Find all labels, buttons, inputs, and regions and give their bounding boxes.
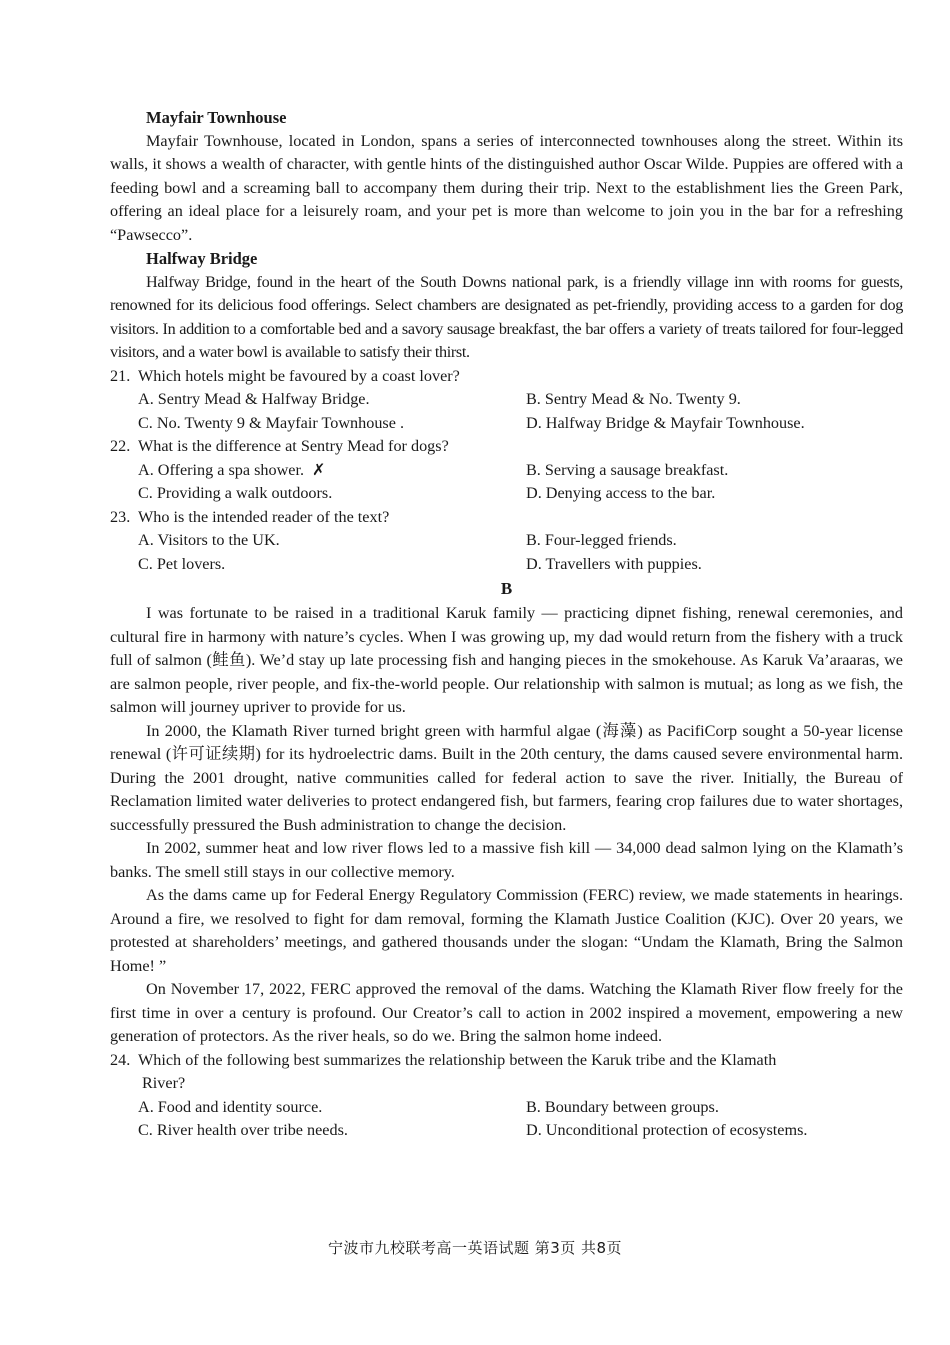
- option-a: A. Sentry Mead & Halfway Bridge.: [138, 390, 370, 408]
- option-a: A. Food and identity source.: [138, 1097, 323, 1116]
- question-24: [110, 1049, 903, 1073]
- pen-mark-icon: ✗: [312, 460, 326, 479]
- option-d: D. Unconditional protection of ecosystems.: [526, 1121, 808, 1139]
- question-24-options: [110, 1096, 903, 1143]
- question-21-options: [110, 388, 903, 435]
- question-21: [110, 365, 903, 389]
- mayfair-heading: Mayfair Townhouse: [146, 108, 287, 127]
- question-22-options: [110, 459, 903, 506]
- passage-b-paragraph-4: As the dams came up for Federal Energy Regulatory Commission (FERC) review, we made statements in hearings. Around a fire, we resolved to fight for dam removal, forming the Klamath Justice Coalition (KJC). Over 20 years, we protested at shareholders’ meetings, and gathered thousands under the slogan: “Undam the Klamath, Bring the Salmon Home! ”: [110, 886, 903, 975]
- question-number: 24.: [110, 1050, 131, 1069]
- question-stem: Which of the following best summarizes the relationship between the Karuk tribe and the Klamath: [138, 1050, 777, 1069]
- question-23-options: [110, 529, 903, 576]
- exam-page: [110, 106, 903, 1143]
- page-footer: 宁波市九校联考高一英语试题 第3页 共8页: [327, 1239, 623, 1257]
- passage-b-paragraph-1: I was fortunate to be raised in a traditional Karuk family — practicing dipnet fishing, renewal ceremonies, and cultural fire in harmony with nature’s cycles. When I was growing up, my dad would return from the fishery with a truck full of salmon (鲑鱼). We’d stay up late processing fish and hanging pieces in the smokehouse. As Karuk Va’araaras, we are salmon people, river people, and fix-the-world people. Our relationship with salmon is mutual; as long as we fish, the salmon will journey upriver to provide for us.: [110, 604, 903, 716]
- option-c: C. Providing a walk outdoors.: [138, 484, 333, 502]
- option-d: D. Travellers with puppies.: [526, 554, 702, 573]
- option-d: D. Halfway Bridge & Mayfair Townhouse.: [526, 413, 805, 432]
- question-22: [110, 435, 903, 459]
- option-d: D. Denying access to the bar.: [526, 484, 716, 502]
- question-stem: What is the difference at Sentry Mead for dogs?: [138, 437, 449, 455]
- question-number: 21.: [110, 366, 131, 385]
- option-b: B. Four-legged friends.: [526, 531, 677, 549]
- option-a-text: A. Offering a spa shower.: [138, 460, 305, 479]
- halfway-text: Halfway Bridge, found in the heart of the South Downs national park, is a friendly village inn with rooms for guests, renowned for its delicious food offerings. Select chambers are designated as pet-friendly, providing access to a garden for dog visitors. In addition to a comfortable bed and a savory sausage breakfast, the bar offers a variety of treats tailored for four-legged visitors, and a water bowl is available to satisfy their thirst.: [110, 272, 903, 361]
- question-number: 23.: [110, 507, 131, 526]
- question-stem: Which hotels might be favoured by a coast lover?: [138, 366, 460, 385]
- option-b: B. Boundary between groups.: [526, 1097, 719, 1116]
- passage-b-paragraph-5: On November 17, 2022, FERC approved the removal of the dams. Watching the Klamath River flow freely for the first time in over a century is profound. Our Creator’s call to action in 2002 inspired a movement, empowering a new generation of protectors. As the river heals, so do we. Bring the salmon home indeed.: [110, 980, 903, 1045]
- mayfair-text: Mayfair Townhouse, located in London, spans a series of interconnected townhouses along the street. Within its walls, it shows a wealth of character, with gentle hints of the distinguished author Oscar Wilde. Puppies are offered with a feeding bowl and a screaming ball to accompany them during their trip. Next to the establishment lies the Green Park, offering an ideal place for a leisurely roam, and your pet is more than welcome to join you in the bar for a refreshing “Pawsecco”.: [110, 131, 903, 244]
- option-a: A. Visitors to the UK.: [138, 531, 280, 549]
- question-23: [110, 506, 903, 530]
- question-24-stem-continued: River?: [142, 1074, 186, 1092]
- question-number: 22.: [110, 437, 131, 455]
- option-b: B. Sentry Mead & No. Twenty 9.: [526, 390, 741, 408]
- passage-b-paragraph-3: In 2002, summer heat and low river flows led to a massive fish kill — 34,000 dead salmon lying on the Klamath’s banks. The smell still stays in our collective memory.: [110, 839, 903, 881]
- question-stem: Who is the intended reader of the text?: [138, 507, 390, 526]
- option-c: C. River health over tribe needs.: [138, 1121, 348, 1139]
- option-a: [138, 459, 526, 483]
- halfway-heading: Halfway Bridge: [146, 249, 258, 268]
- option-b: B. Serving a sausage breakfast.: [526, 460, 729, 479]
- option-c: C. No. Twenty 9 & Mayfair Townhouse .: [138, 413, 405, 432]
- passage-b-paragraph-2: In 2000, the Klamath River turned bright green with harmful algae (海藻) as PacifiCorp sought a 50-year license renewal (许可证续期) for its hydroelectric dams. Built in the 20th century, the dams caused severe environmental harm. During the 2001 drought, native communities called for federal action to save the river. Initially, the Bureau of Reclamation limited water deliveries to protect endangered fish, but farmers, fearing crop failures due to water shortages, successfully pressured the Bush administration to change the decision.: [110, 721, 903, 834]
- section-b-label: B: [500, 579, 513, 598]
- option-c: C. Pet lovers.: [138, 554, 226, 573]
